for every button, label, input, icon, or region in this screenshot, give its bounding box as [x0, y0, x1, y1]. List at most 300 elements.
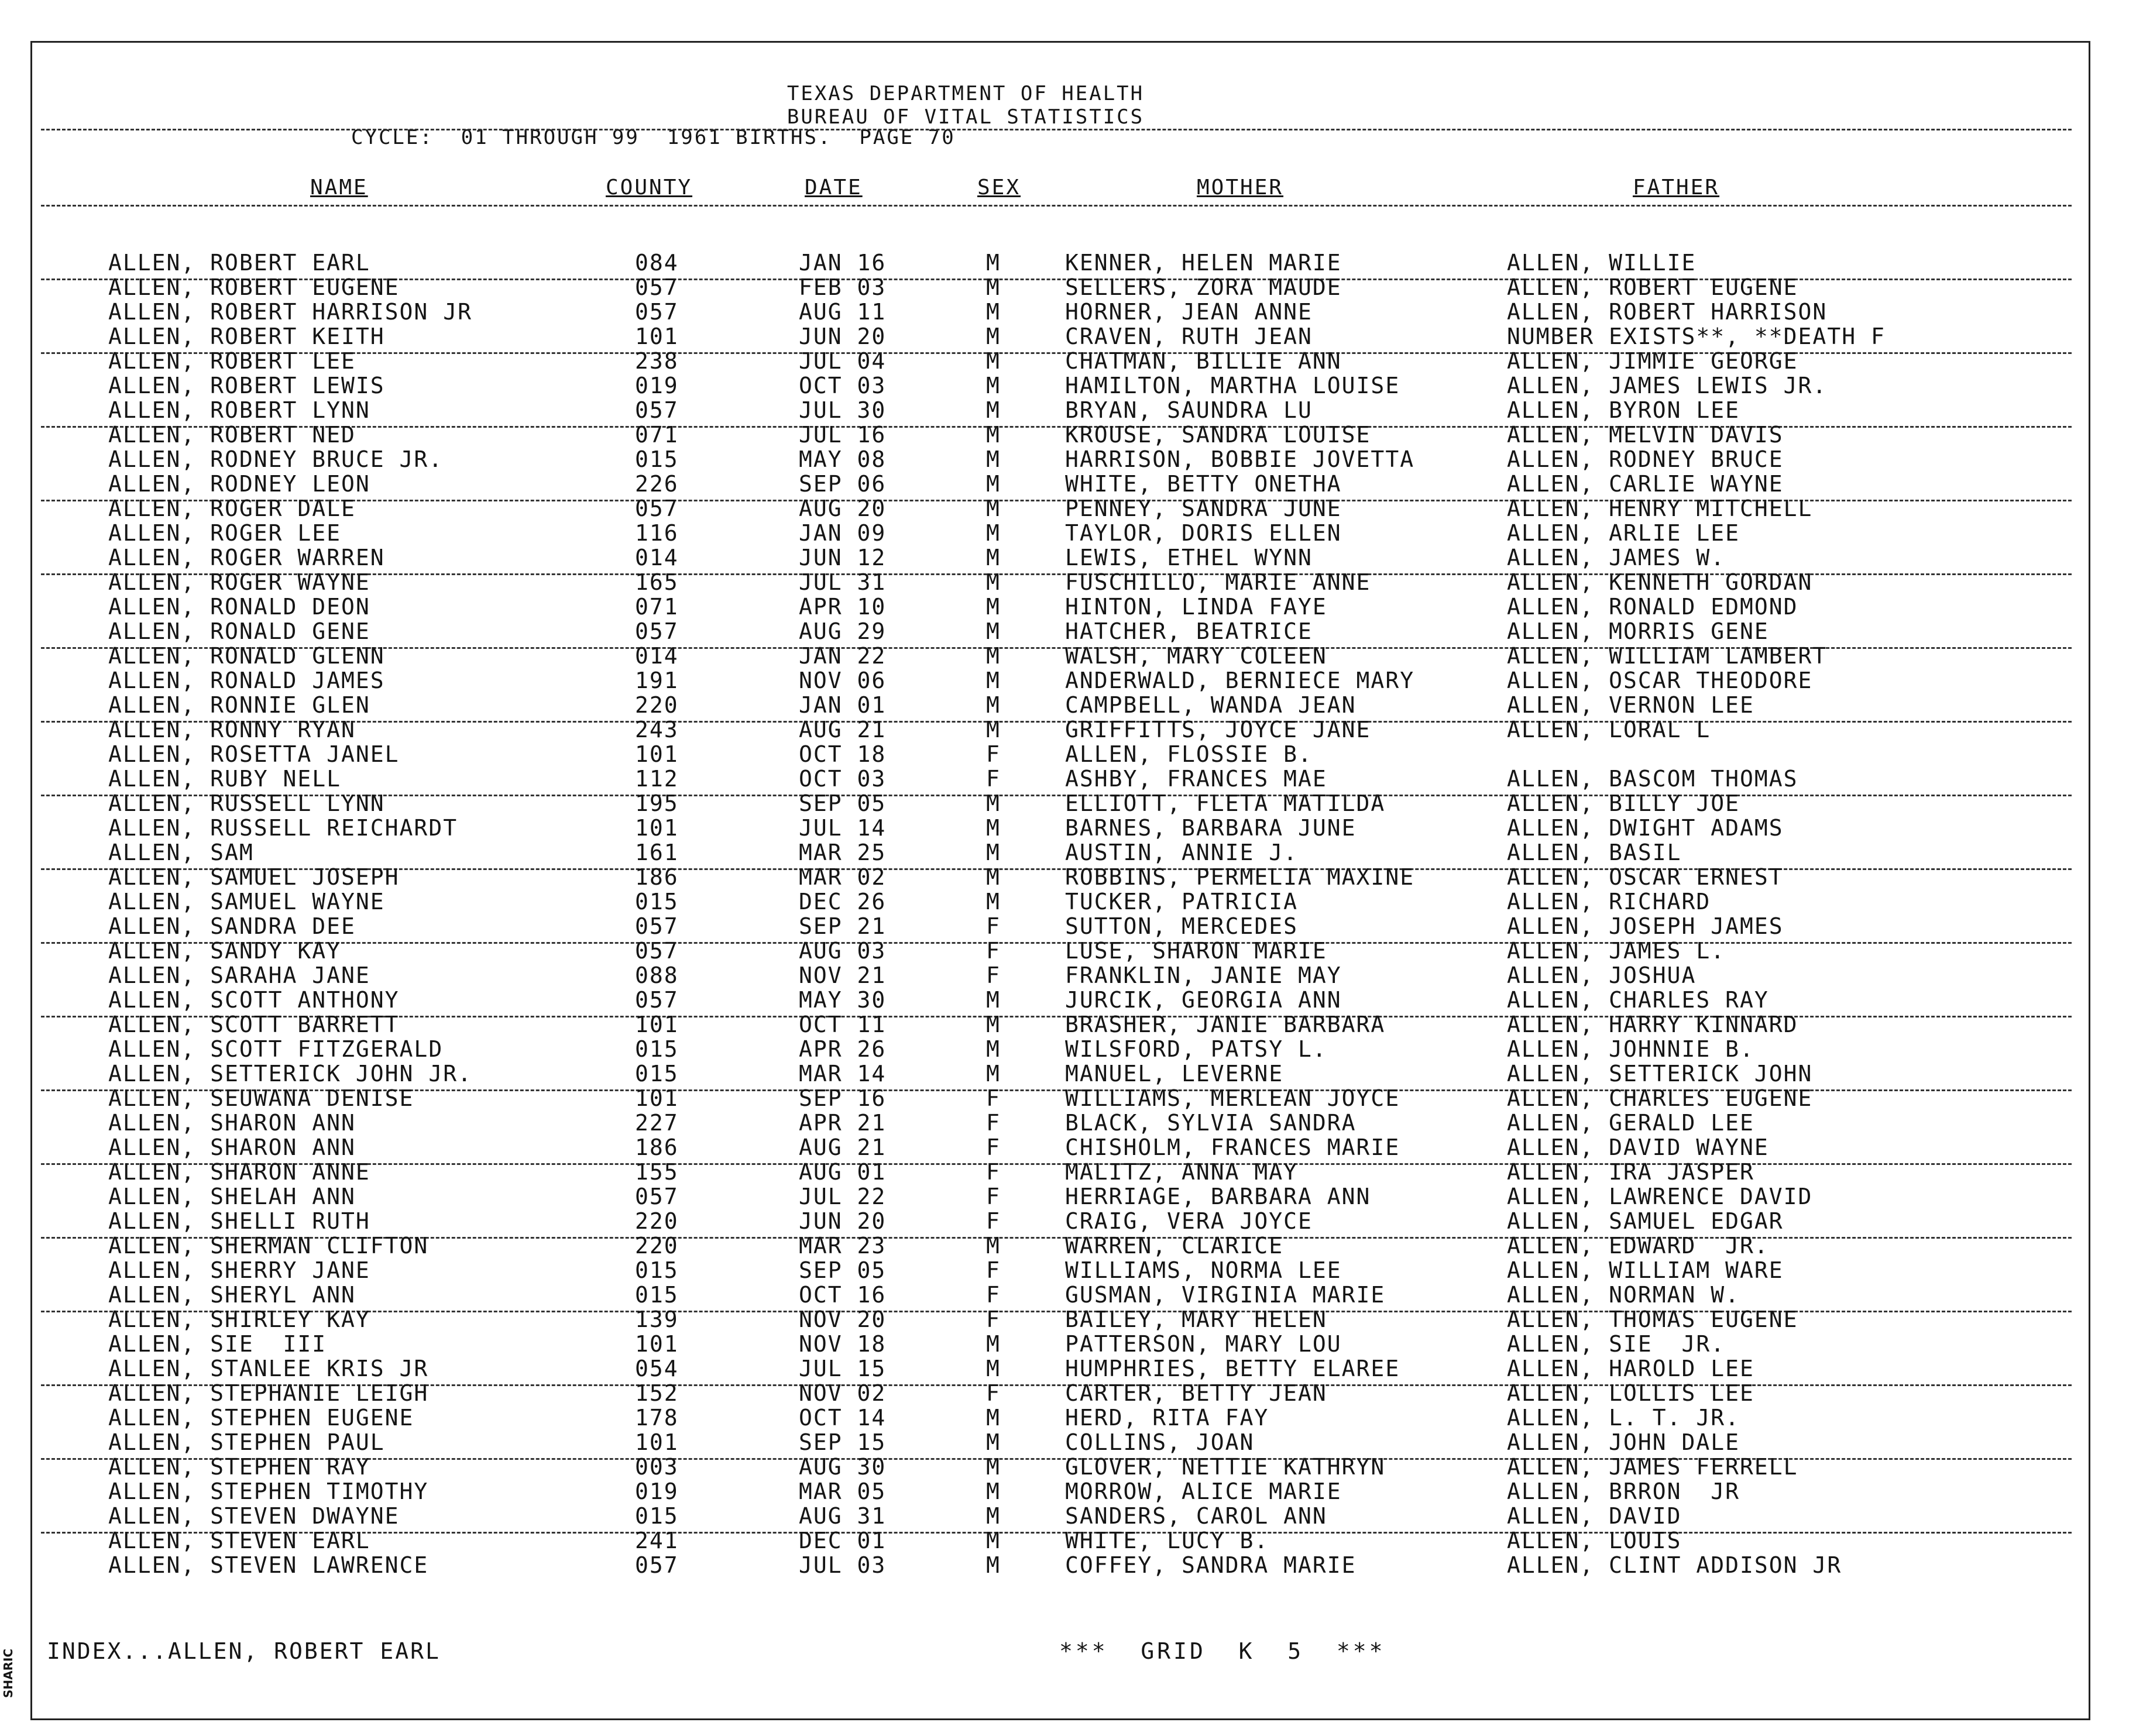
- cell-date: JUL 16: [799, 422, 887, 448]
- cell-county: 057: [635, 299, 679, 325]
- cell-date: NOV 21: [799, 962, 887, 988]
- cell-mother: ROBBINS, PERMELIA MAXINE: [1065, 864, 1415, 890]
- cell-county: 057: [635, 618, 679, 644]
- cell-date: AUG 21: [799, 1135, 887, 1160]
- cell-county: 139: [635, 1307, 679, 1332]
- cell-sex: M: [986, 1233, 1001, 1259]
- cell-mother: CRAVEN, RUTH JEAN: [1065, 324, 1313, 349]
- cell-county: 015: [635, 889, 679, 915]
- cell-county: 152: [635, 1380, 679, 1406]
- cell-sex: M: [986, 987, 1001, 1013]
- cell-mother: HORNER, JEAN ANNE: [1065, 299, 1313, 325]
- cell-father: ALLEN, ARLIE LEE: [1507, 520, 1740, 546]
- cell-date: SEP 05: [799, 1257, 887, 1283]
- column-header-name: NAME: [310, 176, 368, 200]
- cell-county: 057: [635, 913, 679, 939]
- cell-date: JUL 04: [799, 348, 887, 374]
- cell-county: 057: [635, 397, 679, 423]
- cell-sex: M: [986, 520, 1001, 546]
- cell-date: NOV 02: [799, 1380, 887, 1406]
- cell-mother: CHISHOLM, FRANCES MARIE: [1065, 1135, 1400, 1160]
- cell-date: JUL 31: [799, 569, 887, 595]
- column-header-sex: SEX: [977, 176, 1021, 200]
- cell-sex: M: [986, 1528, 1001, 1553]
- cell-father: ALLEN, ROBERT HARRISON: [1507, 299, 1828, 325]
- cell-father: ALLEN, VERNON LEE: [1507, 692, 1754, 718]
- cell-mother: CRAIG, VERA JOYCE: [1065, 1208, 1313, 1234]
- table-row: [0, 1135, 2136, 1160]
- cell-name: ALLEN, SEUWANA DENISE: [108, 1085, 414, 1111]
- cell-county: 101: [635, 324, 679, 349]
- table-row: [0, 742, 2136, 766]
- cell-county: 165: [635, 569, 679, 595]
- cell-county: 227: [635, 1110, 679, 1136]
- cell-mother: HATCHER, BEATRICE: [1065, 618, 1313, 644]
- table-row: [0, 570, 2136, 594]
- cell-father: ALLEN, MORRIS GENE: [1507, 618, 1769, 644]
- cell-mother: BLACK, SYLVIA SANDRA: [1065, 1110, 1357, 1136]
- cell-county: 112: [635, 766, 679, 792]
- cell-county: 084: [635, 250, 679, 276]
- cell-name: ALLEN, ROBERT LEE: [108, 348, 356, 374]
- cell-mother: CAMPBELL, WANDA JEAN: [1065, 692, 1357, 718]
- cell-father: ALLEN, JOHNNIE B.: [1507, 1036, 1754, 1062]
- cell-county: 220: [635, 692, 679, 718]
- cell-date: AUG 30: [799, 1454, 887, 1480]
- cell-sex: M: [986, 790, 1001, 816]
- cell-sex: M: [986, 668, 1001, 693]
- table-row: [0, 791, 2136, 816]
- cell-father: ALLEN, JOSHUA: [1507, 962, 1697, 988]
- cell-father: ALLEN, JAMES L.: [1507, 938, 1726, 964]
- table-row: [0, 1061, 2136, 1086]
- cell-date: JUN 12: [799, 545, 887, 570]
- cell-father: ALLEN, WILLIE: [1507, 250, 1697, 276]
- cell-mother: GLOVER, NETTIE KATHRYN: [1065, 1454, 1386, 1480]
- cell-name: ALLEN, SHERYL ANN: [108, 1282, 356, 1308]
- cell-county: 155: [635, 1159, 679, 1185]
- cell-father: ALLEN, GERALD LEE: [1507, 1110, 1754, 1136]
- cell-county: 057: [635, 987, 679, 1013]
- cell-mother: BARNES, BARBARA JUNE: [1065, 815, 1357, 841]
- cell-date: MAR 05: [799, 1479, 887, 1504]
- cell-county: 186: [635, 1135, 679, 1160]
- cell-father: ALLEN, WILLIAM WARE: [1507, 1257, 1784, 1283]
- table-row: [0, 1553, 2136, 1577]
- cell-mother: COLLINS, JOAN: [1065, 1429, 1255, 1455]
- cell-county: 003: [635, 1454, 679, 1480]
- cell-county: 015: [635, 1036, 679, 1062]
- cell-sex: M: [986, 1454, 1001, 1480]
- table-row: [0, 1356, 2136, 1381]
- table-row: [0, 644, 2136, 668]
- cell-name: ALLEN, ROSETTA JANEL: [108, 741, 400, 767]
- column-header-father: FATHER: [1633, 176, 1720, 200]
- cell-county: 057: [635, 938, 679, 964]
- cell-county: 088: [635, 962, 679, 988]
- cell-name: ALLEN, RODNEY BRUCE JR.: [108, 446, 444, 472]
- cell-date: MAR 02: [799, 864, 887, 890]
- table-row: [0, 865, 2136, 889]
- table-row: [0, 1405, 2136, 1430]
- cell-date: OCT 18: [799, 741, 887, 767]
- cell-county: 019: [635, 373, 679, 398]
- cell-mother: BRYAN, SAUNDRA LU: [1065, 397, 1313, 423]
- cell-county: 116: [635, 520, 679, 546]
- table-row: [0, 1455, 2136, 1479]
- cell-sex: M: [986, 1552, 1001, 1578]
- table-row: [0, 1209, 2136, 1233]
- cell-father: ALLEN, JAMES FERRELL: [1507, 1454, 1798, 1480]
- cell-mother: GRIFFITTS, JOYCE JANE: [1065, 717, 1371, 742]
- cell-mother: GUSMAN, VIRGINIA MARIE: [1065, 1282, 1386, 1308]
- cell-sex: M: [986, 569, 1001, 595]
- cell-name: ALLEN, STEVEN EARL: [108, 1528, 370, 1553]
- cell-date: APR 26: [799, 1036, 887, 1062]
- cell-county: 014: [635, 643, 679, 669]
- cell-date: DEC 26: [799, 889, 887, 915]
- cell-name: ALLEN, SANDRA DEE: [108, 913, 356, 939]
- table-row: [0, 1184, 2136, 1209]
- cell-sex: M: [986, 643, 1001, 669]
- column-header-divider: [41, 205, 2072, 207]
- cell-sex: F: [986, 1135, 1001, 1160]
- cell-mother: HAMILTON, MARTHA LOUISE: [1065, 373, 1400, 398]
- cell-sex: M: [986, 618, 1001, 644]
- cell-name: ALLEN, SAM: [108, 840, 254, 865]
- cell-date: NOV 20: [799, 1307, 887, 1332]
- cell-father: ALLEN, JIMMIE GEORGE: [1507, 348, 1798, 374]
- cell-date: OCT 03: [799, 766, 887, 792]
- cell-name: ALLEN, SHARON ANNE: [108, 1159, 370, 1185]
- cell-name: ALLEN, ROBERT LEWIS: [108, 373, 385, 398]
- cell-sex: M: [986, 274, 1001, 300]
- cell-date: JAN 22: [799, 643, 887, 669]
- cell-mother: WILLIAMS, NORMA LEE: [1065, 1257, 1342, 1283]
- cell-sex: M: [986, 815, 1001, 841]
- cell-mother: WARREN, CLARICE: [1065, 1233, 1284, 1259]
- cell-mother: AUSTIN, ANNIE J.: [1065, 840, 1299, 865]
- cell-date: AUG 03: [799, 938, 887, 964]
- cell-mother: ELLIOTT, FLETA MATILDA: [1065, 790, 1386, 816]
- cell-date: JUN 20: [799, 324, 887, 349]
- cell-mother: MANUEL, LEVERNE: [1065, 1061, 1284, 1087]
- cell-name: ALLEN, RONNIE GLEN: [108, 692, 370, 718]
- cell-father: ALLEN, RONALD EDMOND: [1507, 594, 1798, 620]
- cell-father: ALLEN, CLINT ADDISON JR: [1507, 1552, 1842, 1578]
- table-row: [0, 1086, 2136, 1111]
- cell-sex: M: [986, 594, 1001, 620]
- cell-date: JAN 01: [799, 692, 887, 718]
- cell-name: ALLEN, RUSSELL LYNN: [108, 790, 385, 816]
- cell-county: 220: [635, 1208, 679, 1234]
- cell-sex: M: [986, 299, 1001, 325]
- cell-name: ALLEN, ROBERT KEITH: [108, 324, 385, 349]
- table-row: [0, 1528, 2136, 1553]
- cell-mother: KROUSE, SANDRA LOUISE: [1065, 422, 1371, 448]
- cell-father: ALLEN, SETTERICK JOHN: [1507, 1061, 1813, 1087]
- cell-name: ALLEN, STEPHEN EUGENE: [108, 1405, 414, 1431]
- cell-mother: PENNEY, SANDRA JUNE: [1065, 496, 1342, 521]
- cell-father: ALLEN, LAWRENCE DAVID: [1507, 1184, 1813, 1209]
- cell-sex: M: [986, 1036, 1001, 1062]
- cell-father: ALLEN, BASIL: [1507, 840, 1682, 865]
- cell-sex: F: [986, 1110, 1001, 1136]
- cell-father: ALLEN, WILLIAM LAMBERT: [1507, 643, 1828, 669]
- cell-mother: HINTON, LINDA FAYE: [1065, 594, 1327, 620]
- cell-county: 101: [635, 1331, 679, 1357]
- column-header-mother: MOTHER: [1197, 176, 1284, 200]
- cell-mother: HERD, RITA FAY: [1065, 1405, 1269, 1431]
- cell-date: OCT 03: [799, 373, 887, 398]
- cell-county: 101: [635, 1012, 679, 1037]
- cell-mother: COFFEY, SANDRA MARIE: [1065, 1552, 1357, 1578]
- table-row: [0, 1381, 2136, 1405]
- cell-father: ALLEN, OSCAR THEODORE: [1507, 668, 1813, 693]
- cell-mother: ANDERWALD, BERNIECE MARY: [1065, 668, 1415, 693]
- table-row: [0, 373, 2136, 398]
- table-row: [0, 250, 2136, 275]
- cell-name: ALLEN, SIE III: [108, 1331, 327, 1357]
- table-row: [0, 545, 2136, 570]
- cell-county: 071: [635, 594, 679, 620]
- cell-date: DEC 01: [799, 1528, 887, 1553]
- cell-father: ALLEN, JOSEPH JAMES: [1507, 913, 1784, 939]
- cell-name: ALLEN, ROGER WARREN: [108, 545, 385, 570]
- cell-mother: WILLIAMS, MERLEAN JOYCE: [1065, 1085, 1400, 1111]
- cell-county: 161: [635, 840, 679, 865]
- cell-sex: M: [986, 1061, 1001, 1087]
- cell-father: ALLEN, JAMES W.: [1507, 545, 1726, 570]
- table-row: [0, 594, 2136, 619]
- cell-name: ALLEN, SCOTT BARRETT: [108, 1012, 400, 1037]
- table-row: [0, 1160, 2136, 1184]
- cell-sex: M: [986, 1012, 1001, 1037]
- cell-county: 057: [635, 274, 679, 300]
- cell-father: ALLEN, THOMAS EUGENE: [1507, 1307, 1798, 1332]
- table-row: [0, 717, 2136, 742]
- cell-sex: M: [986, 250, 1001, 276]
- cell-name: ALLEN, ROBERT EUGENE: [108, 274, 400, 300]
- cell-father: ALLEN, CARLIE WAYNE: [1507, 471, 1784, 497]
- cell-name: ALLEN, ROBERT EARL: [108, 250, 370, 276]
- cell-county: 015: [635, 1282, 679, 1308]
- table-row: [0, 766, 2136, 791]
- table-row: [0, 1012, 2136, 1037]
- table-row: [0, 1037, 2136, 1061]
- cell-father: ALLEN, BYRON LEE: [1507, 397, 1740, 423]
- table-row: [0, 521, 2136, 545]
- cell-mother: BAILEY, MARY HELEN: [1065, 1307, 1327, 1332]
- cell-name: ALLEN, STEVEN DWAYNE: [108, 1503, 400, 1529]
- cell-name: ALLEN, STEPHEN TIMOTHY: [108, 1479, 429, 1504]
- cell-father: ALLEN, BILLY JOE: [1507, 790, 1740, 816]
- cell-county: 057: [635, 1552, 679, 1578]
- cell-county: 015: [635, 1503, 679, 1529]
- cell-sex: M: [986, 422, 1001, 448]
- cell-name: ALLEN, ROBERT HARRISON JR: [108, 299, 472, 325]
- cell-father: ALLEN, OSCAR ERNEST: [1507, 864, 1784, 890]
- cell-father: ALLEN, JOHN DALE: [1507, 1429, 1740, 1455]
- cell-name: ALLEN, STEPHEN PAUL: [108, 1429, 385, 1455]
- cell-sex: M: [986, 348, 1001, 374]
- cell-county: 015: [635, 446, 679, 472]
- cell-county: 014: [635, 545, 679, 570]
- cell-county: 191: [635, 668, 679, 693]
- cell-name: ALLEN, SETTERICK JOHN JR.: [108, 1061, 472, 1087]
- cell-sex: F: [986, 766, 1001, 792]
- cell-sex: M: [986, 692, 1001, 718]
- side-mark: SHARIC: [1, 1648, 15, 1699]
- cell-county: 220: [635, 1233, 679, 1259]
- cell-sex: M: [986, 717, 1001, 742]
- cell-date: JAN 16: [799, 250, 887, 276]
- cell-name: ALLEN, STEPHEN RAY: [108, 1454, 370, 1480]
- cell-mother: SUTTON, MERCEDES: [1065, 913, 1299, 939]
- cell-name: ALLEN, STANLEE KRIS JR: [108, 1356, 429, 1381]
- cell-county: 101: [635, 741, 679, 767]
- cell-date: AUG 21: [799, 717, 887, 742]
- cell-name: ALLEN, SARAHA JANE: [108, 962, 370, 988]
- cell-date: JUL 14: [799, 815, 887, 841]
- cell-date: JUN 20: [799, 1208, 887, 1234]
- cell-name: ALLEN, SHERMAN CLIFTON: [108, 1233, 429, 1259]
- cell-mother: HARRISON, BOBBIE JOVETTA: [1065, 446, 1415, 472]
- table-row: [0, 275, 2136, 300]
- cell-sex: M: [986, 1429, 1001, 1455]
- cell-father: ALLEN, LORAL L: [1507, 717, 1711, 742]
- cell-father: ALLEN, ROBERT EUGENE: [1507, 274, 1798, 300]
- cell-mother: BRASHER, JANIE BARBARA: [1065, 1012, 1386, 1037]
- cell-name: ALLEN, RUBY NELL: [108, 766, 342, 792]
- table-row: [0, 349, 2136, 373]
- cell-mother: WHITE, BETTY ONETHA: [1065, 471, 1342, 497]
- table-row: [0, 496, 2136, 521]
- cell-sex: M: [986, 1503, 1001, 1529]
- header-department: TEXAS DEPARTMENT OF HEALTH: [787, 82, 1145, 105]
- cell-father: ALLEN, HENRY MITCHELL: [1507, 496, 1813, 521]
- cell-name: ALLEN, RODNEY LEON: [108, 471, 370, 497]
- cell-sex: M: [986, 446, 1001, 472]
- cell-father: ALLEN, RICHARD: [1507, 889, 1711, 915]
- cell-name: ALLEN, SAMUEL JOSEPH: [108, 864, 400, 890]
- cell-sex: F: [986, 913, 1001, 939]
- cell-date: OCT 14: [799, 1405, 887, 1431]
- cell-name: ALLEN, SHELLI RUTH: [108, 1208, 370, 1234]
- cell-mother: ALLEN, FLOSSIE B.: [1065, 741, 1313, 767]
- cell-father: ALLEN, SAMUEL EDGAR: [1507, 1208, 1784, 1234]
- cell-father: ALLEN, EDWARD JR.: [1507, 1233, 1769, 1259]
- table-row: [0, 324, 2136, 349]
- cell-name: ALLEN, RONALD JAMES: [108, 668, 385, 693]
- cell-mother: WILSFORD, PATSY L.: [1065, 1036, 1327, 1062]
- cell-sex: F: [986, 1085, 1001, 1111]
- cell-sex: M: [986, 1479, 1001, 1504]
- table-row: [0, 1111, 2136, 1135]
- cell-date: AUG 20: [799, 496, 887, 521]
- table-row: [0, 398, 2136, 422]
- table-row: [0, 1307, 2136, 1332]
- table-row: [0, 988, 2136, 1012]
- cell-mother: JURCIK, GEORGIA ANN: [1065, 987, 1342, 1013]
- table-row: [0, 300, 2136, 324]
- cell-date: SEP 21: [799, 913, 887, 939]
- cell-mother: PATTERSON, MARY LOU: [1065, 1331, 1342, 1357]
- cell-date: APR 10: [799, 594, 887, 620]
- table-row: [0, 1332, 2136, 1356]
- cell-father: ALLEN, SIE JR.: [1507, 1331, 1726, 1357]
- cell-mother: KENNER, HELEN MARIE: [1065, 250, 1342, 276]
- cell-mother: CARTER, BETTY JEAN: [1065, 1380, 1327, 1406]
- table-row: [0, 668, 2136, 693]
- cell-sex: M: [986, 1356, 1001, 1381]
- cell-county: 071: [635, 422, 679, 448]
- cell-sex: M: [986, 373, 1001, 398]
- cell-date: AUG 11: [799, 299, 887, 325]
- cell-date: NOV 18: [799, 1331, 887, 1357]
- cell-county: 101: [635, 815, 679, 841]
- cell-father: ALLEN, JAMES LEWIS JR.: [1507, 373, 1828, 398]
- cell-father: ALLEN, LOLLIS LEE: [1507, 1380, 1754, 1406]
- cell-mother: ASHBY, FRANCES MAE: [1065, 766, 1327, 792]
- cell-name: ALLEN, RONNY RYAN: [108, 717, 356, 742]
- cell-county: 226: [635, 471, 679, 497]
- table-row: [0, 1430, 2136, 1455]
- cell-county: 178: [635, 1405, 679, 1431]
- table-row: [0, 693, 2136, 717]
- cell-date: MAR 14: [799, 1061, 887, 1087]
- cell-date: FEB 03: [799, 274, 887, 300]
- table-row: [0, 889, 2136, 914]
- cell-county: 243: [635, 717, 679, 742]
- cell-county: 057: [635, 1184, 679, 1209]
- cell-sex: F: [986, 962, 1001, 988]
- cell-father: NUMBER EXISTS**, **DEATH F: [1507, 324, 1886, 349]
- cell-mother: SANDERS, CAROL ANN: [1065, 1503, 1327, 1529]
- cell-name: ALLEN, ROGER WAYNE: [108, 569, 370, 595]
- column-header-county: COUNTY: [606, 176, 693, 200]
- cell-mother: FRANKLIN, JANIE MAY: [1065, 962, 1342, 988]
- table-row: [0, 939, 2136, 963]
- cell-sex: F: [986, 1282, 1001, 1308]
- cell-name: ALLEN, ROGER DALE: [108, 496, 356, 521]
- cell-county: 195: [635, 790, 679, 816]
- table-row: [0, 963, 2136, 988]
- cell-mother: FUSCHILLO, MARIE ANNE: [1065, 569, 1371, 595]
- cell-father: ALLEN, CHARLES RAY: [1507, 987, 1769, 1013]
- cell-mother: MORROW, ALICE MARIE: [1065, 1479, 1342, 1504]
- cell-sex: M: [986, 1331, 1001, 1357]
- index-label: INDEX...ALLEN, ROBERT EARL: [47, 1638, 441, 1664]
- cell-sex: M: [986, 545, 1001, 570]
- cell-mother: TAYLOR, DORIS ELLEN: [1065, 520, 1342, 546]
- cell-mother: SELLERS, ZORA MAUDE: [1065, 274, 1342, 300]
- cell-father: ALLEN, LOUIS: [1507, 1528, 1682, 1553]
- cell-father: ALLEN, HAROLD LEE: [1507, 1356, 1754, 1381]
- cell-name: ALLEN, SAMUEL WAYNE: [108, 889, 385, 915]
- header-bureau: BUREAU OF VITAL STATISTICS: [787, 105, 1145, 129]
- cell-mother: MALITZ, ANNA MAY: [1065, 1159, 1299, 1185]
- cell-sex: M: [986, 324, 1001, 349]
- cell-sex: M: [986, 864, 1001, 890]
- table-row: [0, 840, 2136, 865]
- cell-father: ALLEN, DWIGHT ADAMS: [1507, 815, 1784, 841]
- cell-father: ALLEN, RODNEY BRUCE: [1507, 446, 1784, 472]
- cell-county: 019: [635, 1479, 679, 1504]
- cell-sex: M: [986, 471, 1001, 497]
- cell-county: 015: [635, 1257, 679, 1283]
- cell-name: ALLEN, SCOTT FITZGERALD: [108, 1036, 444, 1062]
